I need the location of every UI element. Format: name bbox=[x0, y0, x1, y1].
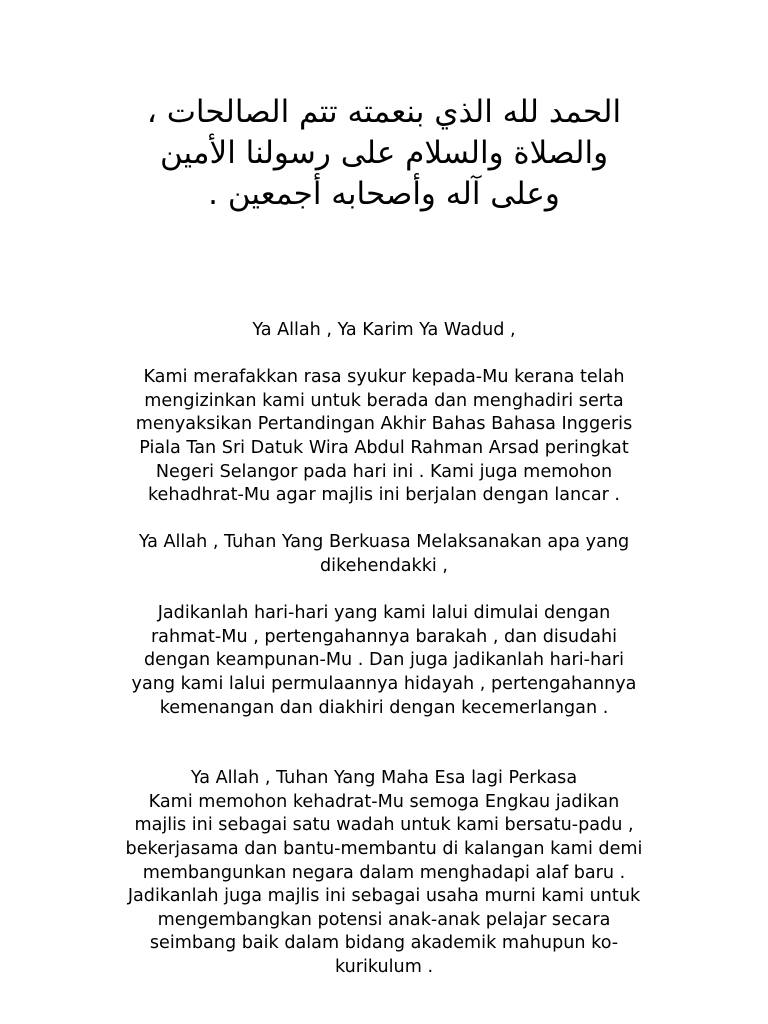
text-line: Ya Allah , Tuhan Yang Berkuasa Melaksanakan apa yang bbox=[138, 532, 630, 553]
text-line: Ya Allah , Ya Karim Ya Wadud , bbox=[252, 320, 516, 340]
text-line: Piala Tan Sri Datuk Wira Abdul Rahman Arsad peringkat bbox=[139, 437, 629, 458]
arabic-opening bbox=[84, 92, 684, 215]
text-line: Kami memohon kehadrat-Mu semoga Engkau jadikan bbox=[148, 791, 620, 812]
paragraph-unity bbox=[100, 767, 668, 979]
text-line: seimbang baik dalam bidang akademik mahupun ko- bbox=[149, 933, 619, 954]
arabic-line: وعلى آله وأصحابه أجمعين . bbox=[208, 176, 560, 212]
text-line: Jadikanlah hari-hari yang kami lalui dimulai dengan bbox=[157, 603, 611, 624]
text-line: kurikulum . bbox=[334, 957, 434, 978]
paragraph-gratitude bbox=[100, 366, 668, 508]
text-line: yang kami lalui permulaannya hidayah , pertengahannya bbox=[131, 673, 637, 694]
text-line: membangunkan negara dalam menghadapi alaf baru . bbox=[142, 862, 626, 883]
text-line: kehadhrat-Mu agar majlis ini berjalan dengan lancar . bbox=[147, 485, 621, 506]
text-line: Kami merafakkan rasa syukur kepada-Mu kerana telah bbox=[143, 367, 625, 388]
paragraph-days bbox=[100, 602, 668, 720]
text-line: bekerjasama dan bantu-membantu di kalangan kami demi bbox=[125, 839, 643, 860]
arabic-line: الحمد لله الذي بنعمته تتم الصالحات ، bbox=[146, 94, 622, 130]
paragraph-invocation-2 bbox=[100, 531, 668, 578]
prayer-body bbox=[100, 319, 668, 980]
text-line: rahmat-Mu , pertengahannya barakah , dan disudahi bbox=[150, 626, 618, 647]
text-line: Negeri Selangor pada hari ini . Kami juga memohon bbox=[155, 461, 613, 482]
text-line: dikehendakki , bbox=[320, 555, 448, 576]
text-line: kemenangan dan diakhiri dengan kecemerlangan . bbox=[159, 697, 609, 718]
text-line: menyaksikan Pertandingan Akhir Bahas Bahasa Inggeris bbox=[135, 414, 633, 435]
text-line: Ya Allah , Tuhan Yang Maha Esa lagi Perkasa bbox=[190, 768, 578, 789]
text-line: majlis ini sebagai satu wadah untuk kami bersatu-padu , bbox=[134, 815, 634, 836]
text-line: mengizinkan kami untuk berada dan menghadiri serta bbox=[144, 390, 624, 411]
text-line: dengan keampunan-Mu . Dan juga jadikanlah hari-hari bbox=[143, 650, 625, 671]
text-line: mengembangkan potensi anak-anak pelajar secara bbox=[157, 909, 611, 930]
text-line: Jadikanlah juga majlis ini sebagai usaha murni kami untuk bbox=[127, 886, 641, 907]
arabic-line: والصلاة والسلام على رسولنا الأمين bbox=[159, 135, 609, 171]
paragraph-invocation-1 bbox=[100, 319, 668, 343]
